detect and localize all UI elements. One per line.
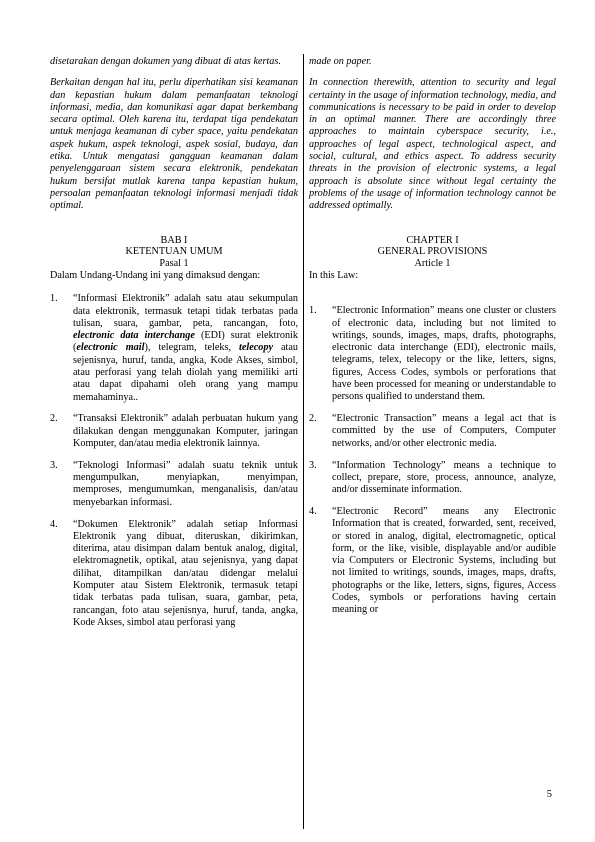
definition-text (73, 460, 298, 509)
definition-item (309, 413, 556, 450)
definition-text (73, 293, 298, 404)
chapter-subtitle: GENERAL PROVISIONS (377, 246, 488, 258)
definition-item (309, 305, 556, 403)
definition-segment: “Informasi Elektronik” adalah satu atau sekumpulan data elektronik, termasuk tetapi tidak terbatas pada tulisan, suara, gambar, peta, rancangan, foto, (73, 293, 298, 329)
definition-text (332, 506, 556, 617)
definition-number: 4. (309, 505, 317, 517)
page-number: 5 (546, 789, 552, 800)
definition-segment: “Transaksi Elektronik” adalah perbuatan hukum yang dilakukan dengan menggunakan Komputer, jaringan Komputer, dan/atau media elektronik lainnya. (73, 413, 298, 450)
definition-number: 3. (50, 459, 58, 471)
column-divider (303, 54, 304, 829)
definition-item (309, 460, 556, 497)
definition-text (332, 305, 556, 403)
definition-text (73, 519, 298, 630)
definition-text (332, 460, 556, 497)
definition-text (73, 413, 298, 450)
chapter-subtitle: KETENTUAN UMUM (125, 246, 223, 258)
chapter-heading (50, 235, 298, 270)
definition-segment: atau sejenisnya, huruf, tanda, angka, Kode Akses, simbol, atau perforasi yang telah diolah yang memiliki arti atau dapat dipahami oleh orang yang mampu memahaminya.. (73, 342, 299, 403)
definition-number: 2. (309, 413, 317, 425)
definition-number: 2. (50, 413, 58, 425)
intro-tail: made on paper. (309, 56, 372, 67)
definitions-list (50, 293, 298, 629)
definition-segment: “Electronic Transaction” means a legal act that is committed by the use of Computers, Computer networks, and/or other electronic media. (332, 413, 556, 449)
italic-term: electronic data interchange (73, 330, 195, 342)
definition-item (50, 460, 298, 509)
right-column (309, 56, 556, 626)
definition-number: 4. (50, 518, 58, 530)
definition-segment: (EDI) surat elektronik ( (73, 330, 298, 354)
definitions-lead: In this Law: (309, 269, 359, 281)
definition-segment: ), telegram, teleks, (144, 342, 240, 354)
definition-item (50, 293, 298, 404)
definition-text (332, 413, 556, 450)
definition-number: 1. (309, 305, 317, 317)
article-title: Pasal 1 (159, 258, 189, 270)
definition-item (50, 413, 298, 450)
definition-item (50, 519, 298, 630)
article-title: Article 1 (414, 258, 451, 270)
chapter-heading (309, 235, 556, 270)
definition-segment: “Teknologi Informasi” adalah suatu teknik untuk mengumpulkan, menyiapkan, menyimpan, memproses, mengumumkan, menganalisis, dan/atau menyebarkan informasi. (73, 459, 298, 508)
definition-item (309, 506, 556, 617)
intro-tail: disetarakan dengan dokumen yang dibuat di atas kertas. (50, 56, 281, 67)
italic-term: telecopy (239, 342, 273, 354)
definitions-lead: Dalam Undang-Undang ini yang dimaksud dengan: (50, 269, 261, 281)
definition-segment: “Electronic Record” means any Electronic Information that is created, forwarded, sent, received, or stored in analog, digital, electromagnetic, optical form, or the like, visible, displayable and/or audible via Computers or Electronic Systems, including but not limited to writings, sounds, images, maps, drafts, photographs or the like, letters, signs, figures, Access Codes, symbols or perforations having certain meaning or (332, 505, 556, 616)
definition-segment: “Electronic Information” means one cluster or clusters of electronic data, including but not limited to writings, sounds, images, maps, drafts, photographs, electronic data interchange (EDI), electronic mails, telegrams, telex, telecopy or the like, letters, signs, figures, Access Codes, symbols or perforations that have been processed for meaning or understandable to persons qualified to understand them. (332, 305, 556, 403)
left-column (50, 56, 298, 639)
definitions-list (309, 305, 556, 616)
definition-number: 1. (50, 293, 58, 305)
italic-term: electronic mail (76, 342, 145, 354)
chapter-title: BAB I (160, 234, 188, 246)
chapter-title: CHAPTER I (406, 234, 459, 246)
definition-number: 3. (309, 459, 317, 471)
definition-segment: “Dokumen Elektronik” adalah setiap Informasi Elektronik yang dibuat, diteruskan, dikirimkan, diterima, atau disimpan dalam bentuk analog, digital, elektromagnetik, optikal, atau sejenisnya, yang dapat dilihat, ditampilkan dan/atau didengar melalui Komputer atau Sistem Elektronik, termasuk tetapi tidak terbatas pada tulisan, suara, gambar, peta, rancangan, foto atau sejenisnya, huruf, tanda, angka, Kode Akses, simbol atau perforasi yang (73, 518, 298, 628)
intro-paragraph: Berkaitan dengan hal itu, perlu diperhatikan sisi keamanan dan kepastian hukum dalam pemanfaatan teknologi informasi, media, dan komunikasi agar dapat berkembang secara optimal. Oleh karena itu, terdapat tiga pendekatan untuk menjaga keamanan di cyber space, yaitu pendekatan aspek hukum, aspek teknologi, aspek sosial, budaya, dan etika. Untuk mengatasi gangguan keamanan dalam penyelenggaraan sistem secara elektronik, pendekatan hukum bersifat mutlak karena tanpa kepastian hukum, persoalan pemanfaatan teknologi informasi menjadi tidak optimal. (50, 77, 298, 212)
definition-segment: “Information Technology” means a technique to collect, prepare, store, process, announce, analyze, and/or disseminate information. (332, 459, 556, 496)
intro-paragraph: In connection therewith, attention to security and legal certainty in the usage of information technology, media, and communications is necessary to be paid in order to develop in an optimal manner. There are accordingly three approaches to maintain cyberspace security, i.e., approaches of legal aspect, technological aspect, and social, cultural, and ethics aspect. To address security threats in the provision of electronic systems, a legal approach is absolute since without legal certainty the problems of the usage of information technology cannot be addressed optimally. (309, 77, 556, 212)
